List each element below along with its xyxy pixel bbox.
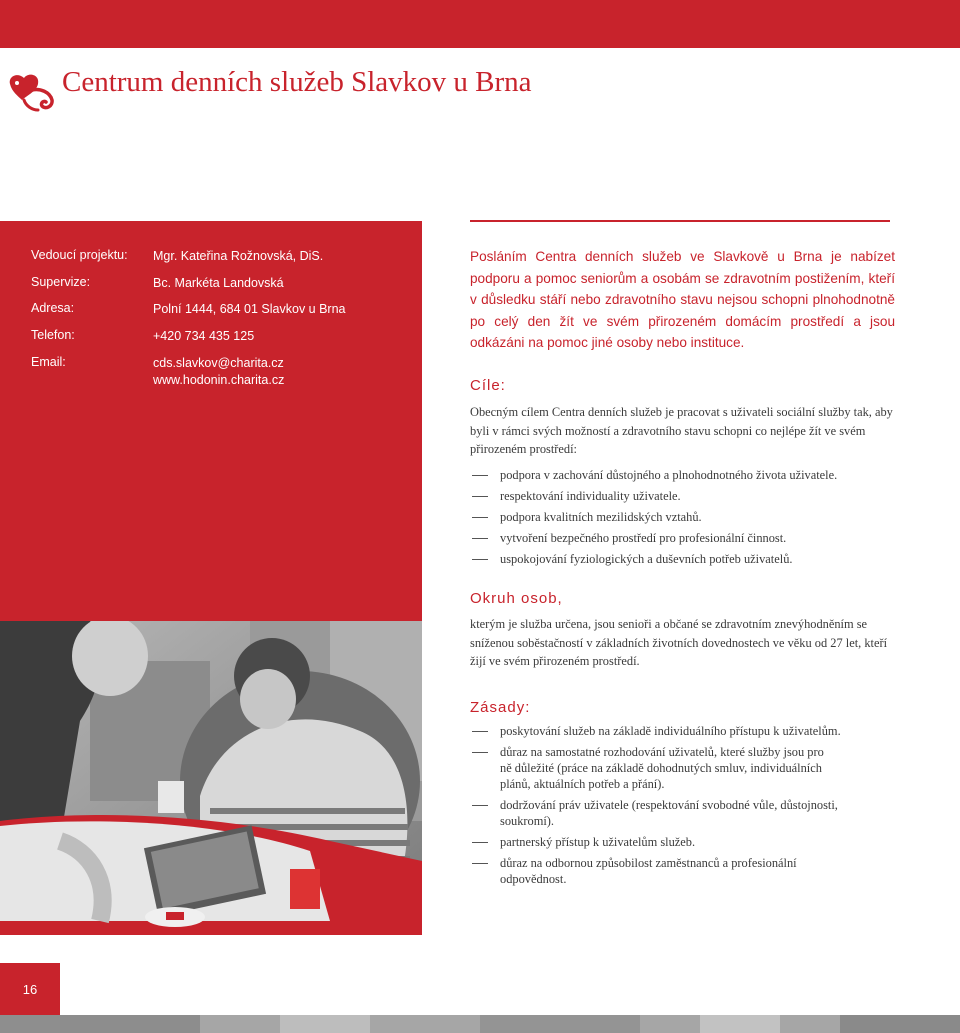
info-value: Mgr. Kateřina Rožnovská, DiS.	[153, 249, 324, 263]
list-item: uspokojování fyziologických a duševních potřeb uživatelů.	[470, 551, 895, 567]
info-label: Telefon:	[31, 328, 75, 342]
top-red-bar	[0, 0, 960, 48]
website-link[interactable]: www.hodonin.charita.cz	[153, 373, 285, 387]
info-label: Email:	[31, 355, 66, 369]
info-value: +420 734 435 125	[153, 329, 255, 343]
info-value: Bc. Markéta Landovská	[153, 276, 284, 290]
list-item: důraz na odbornou způsobilost zaměstnanců a profesionální odpovědnost.	[470, 855, 895, 887]
info-row-email	[31, 355, 284, 389]
info-label: Adresa:	[31, 301, 75, 315]
principles-list	[470, 723, 895, 887]
info-row-address	[31, 301, 346, 318]
list-item: podpora v zachování důstojného a plnohodnotného života uživatele.	[470, 467, 895, 483]
heading-goals: Cíle:	[470, 377, 506, 394]
info-row-supervision	[31, 275, 284, 292]
goals-list	[470, 467, 895, 567]
list-item: důraz na samostatné rozhodování uživatelů, které služby jsou pro ně důležité (práce na základě dohodnutých smluv, individuálních plánů, aktuálních potřeb a přání).	[470, 744, 895, 792]
info-value-group	[153, 355, 284, 389]
list-item: vytvoření bezpečného prostředí pro profesionální činnost.	[470, 530, 895, 546]
list-item: poskytování služeb na základě individuálního přístupu k uživatelům.	[470, 723, 895, 739]
info-value: Polní 1444, 684 01 Slavkov u Brna	[153, 302, 346, 316]
info-row-phone	[31, 328, 254, 345]
page-title: Centrum denních služeb Slavkov u Brna	[62, 66, 532, 98]
heading-principles: Zásady:	[470, 699, 531, 716]
bottom-photo-strip	[60, 1015, 960, 1033]
page-number: 16	[0, 963, 60, 1015]
info-label: Supervize:	[31, 275, 91, 289]
charity-heart-logo-icon	[6, 70, 54, 114]
list-item: respektování individuality uživatele.	[470, 488, 895, 504]
info-row-leader	[31, 248, 323, 265]
contact-info-box	[0, 221, 422, 621]
photo-illustration	[0, 621, 422, 935]
email-link[interactable]: cds.slavkov@charita.cz	[153, 356, 284, 370]
photo-seniors-activity	[0, 621, 422, 935]
mission-statement: Posláním Centra denních služeb ve Slavkově u Brna je nabízet podporu a pomoc seniorům a osobám se zdravotním postižením, kteří v důsledku stáří nebo zdravotního stavu nejsou schopni plnohodnotně po celý den žít ve svém přirozeném domácím prostředí a jsou odkázáni na pomoc jiné osoby nebo instituce.	[470, 249, 895, 350]
section-rule	[470, 220, 890, 222]
bottom-strip-left	[0, 1015, 60, 1033]
list-item: dodržování práv uživatele (respektování svobodné vůle, důstojnosti, soukromí).	[470, 797, 895, 829]
list-item: partnerský přístup k uživatelům služeb.	[470, 834, 895, 850]
info-label: Vedoucí projektu:	[31, 248, 128, 262]
target-group-text: kterým je služba určena, jsou senioři a občané se zdravotním znevýhodněním se sníženou soběstačností v základních životních dovednostech ve věku od 27 let, kteří žijí ve svém přirozeném prostředí.	[470, 617, 888, 668]
page-header	[0, 52, 960, 114]
bottom-strip-texture	[60, 1015, 960, 1033]
list-item: podpora kvalitních mezilidských vztahů.	[470, 509, 895, 525]
goals-text: Obecným cílem Centra denních služeb je pracovat s uživateli sociální služby tak, aby byli v rámci svých možností a zdravotního stavu schopni co nejlépe žít ve svém přirozeném prostředí:	[470, 405, 893, 456]
heading-target-group: Okruh osob,	[470, 590, 563, 607]
